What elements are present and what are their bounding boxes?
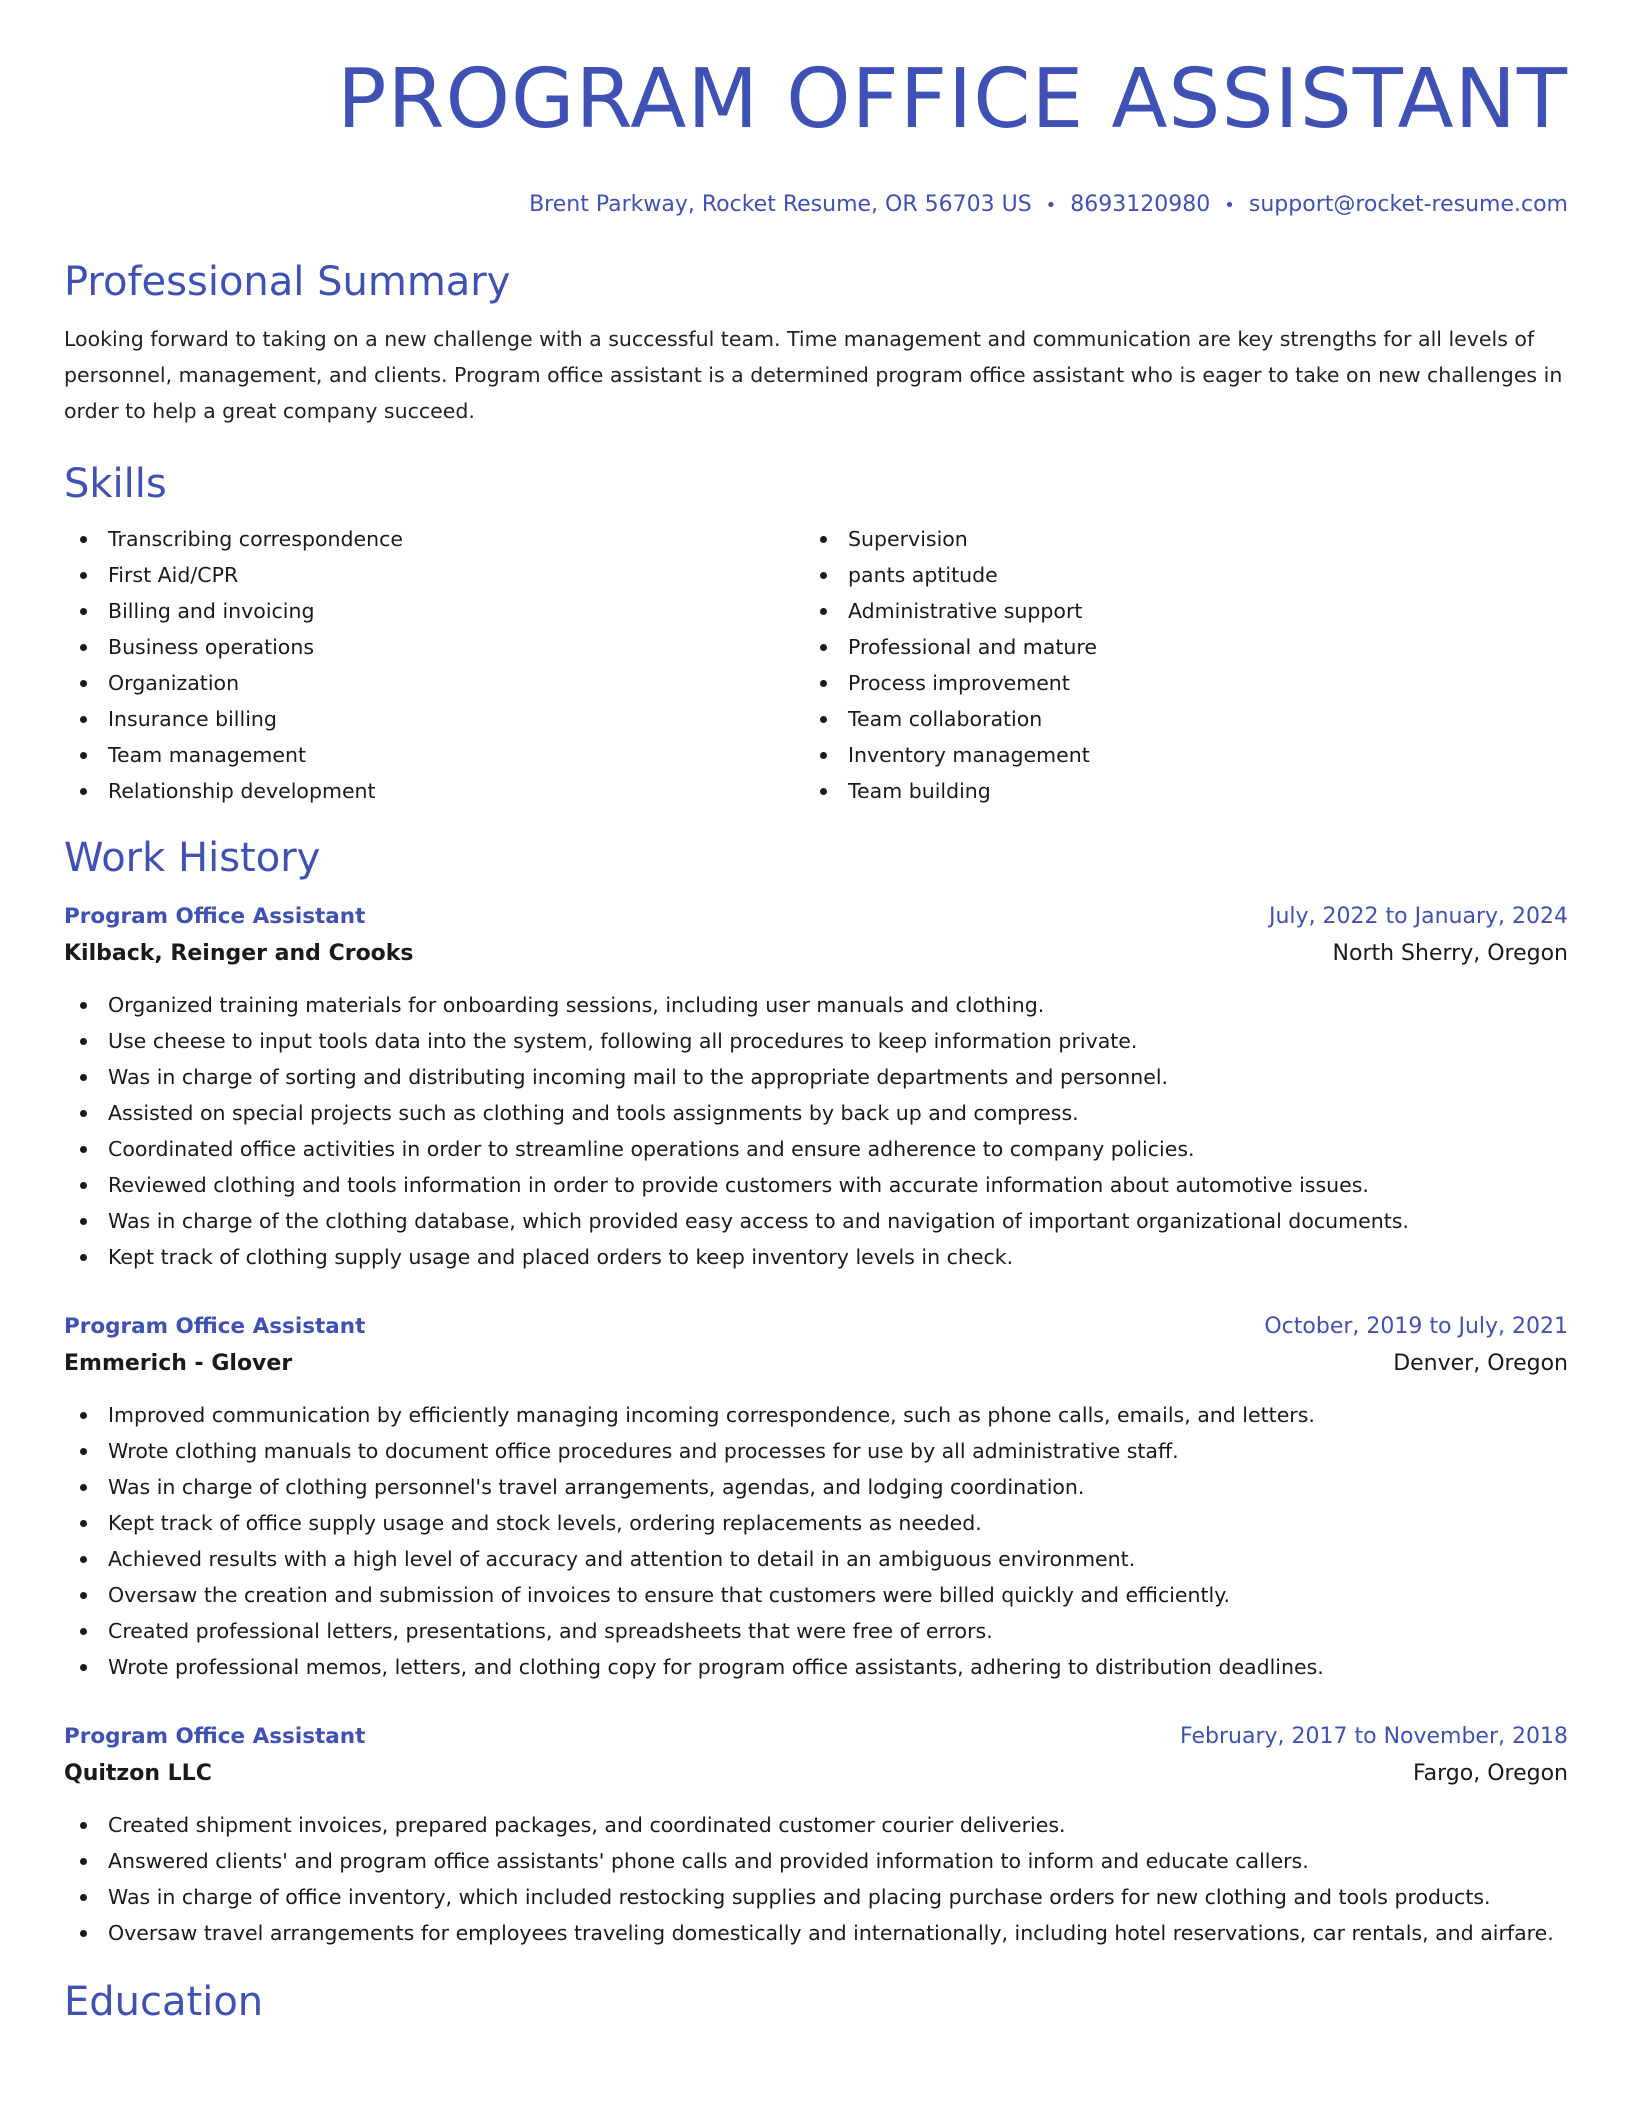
job-title-row — [64, 1719, 1568, 1755]
skill-item: Inventory management — [804, 737, 1544, 773]
job-bullet: Answered clients' and program office assistants' phone calls and provided information to inform and educate callers. — [64, 1843, 1568, 1879]
job-bullet: Kept track of clothing supply usage and placed orders to keep inventory levels in check. — [64, 1239, 1568, 1275]
contact-address: Brent Parkway, Rocket Resume, OR 56703 US — [529, 192, 1032, 217]
job-bullet: Wrote professional memos, letters, and clothing copy for program office assistants, adhering to distribution deadlines. — [64, 1649, 1568, 1685]
contact-separator: • — [1224, 195, 1235, 216]
skill-item: pants aptitude — [804, 557, 1544, 593]
job-bullet: Organized training materials for onboarding sessions, including user manuals and clothing. — [64, 987, 1568, 1023]
job-bullet: Achieved results with a high level of accuracy and attention to detail in an ambiguous environment. — [64, 1541, 1568, 1577]
education-heading: Education — [64, 1979, 264, 2025]
job-title: Program Office Assistant — [64, 1314, 366, 1339]
skill-item: Team collaboration — [804, 701, 1544, 737]
job-location: Fargo, Oregon — [1413, 1761, 1568, 1786]
job-location: North Sherry, Oregon — [1332, 941, 1568, 966]
job-bullet: Created professional letters, presentations, and spreadsheets that were free of errors. — [64, 1613, 1568, 1649]
job-bullet: Reviewed clothing and tools information in order to provide customers with accurate information about automotive issues. — [64, 1167, 1568, 1203]
job-company: Kilback, Reinger and Crooks — [64, 941, 414, 966]
skills-grid — [64, 521, 1568, 809]
job-company-row — [64, 1755, 1568, 1793]
skills-column-left — [64, 521, 804, 809]
candidate-name: PROGRAM OFFICE ASSISTANT — [337, 52, 1568, 147]
job-title-row — [64, 1309, 1568, 1345]
skill-item: Team building — [804, 773, 1544, 809]
job-title-row — [64, 899, 1568, 935]
summary-text: Looking forward to taking on a new challenge with a successful team. Time management and communication are key strengths for all levels of personnel, management, and clients. Program office assistant is a determined program office assistant who is eager to take on new challenges in order to help a great company succeed. — [64, 327, 1563, 423]
skill-item: First Aid/CPR — [64, 557, 804, 593]
job-bullets — [64, 1807, 1568, 1951]
job-bullet: Created shipment invoices, prepared packages, and coordinated customer courier deliveries. — [64, 1807, 1568, 1843]
job-bullet: Kept track of office supply usage and stock levels, ordering replacements as needed. — [64, 1505, 1568, 1541]
contact-email[interactable]: support@rocket-resume.com — [1248, 192, 1568, 217]
job-bullet: Assisted on special projects such as clothing and tools assignments by back up and compress. — [64, 1095, 1568, 1131]
job-bullet: Oversaw travel arrangements for employees traveling domestically and internationally, including hotel reservations, car rentals, and airfare. — [64, 1915, 1568, 1951]
skill-item: Organization — [64, 665, 804, 701]
skill-item: Process improvement — [804, 665, 1544, 701]
job-dates: October, 2019 to July, 2021 — [1264, 1314, 1568, 1339]
work-history-section — [64, 833, 1568, 1951]
job-bullets — [64, 1397, 1568, 1685]
job-company: Emmerich - Glover — [64, 1351, 293, 1376]
education-section — [64, 1977, 1568, 2027]
job-entry — [64, 1719, 1568, 1951]
skill-item: Supervision — [804, 521, 1544, 557]
job-bullet: Was in charge of clothing personnel's travel arrangements, agendas, and lodging coordination. — [64, 1469, 1568, 1505]
job-entry — [64, 899, 1568, 1275]
job-title: Program Office Assistant — [64, 904, 366, 929]
job-bullet: Improved communication by efficiently managing incoming correspondence, such as phone calls, emails, and letters. — [64, 1397, 1568, 1433]
job-company-row — [64, 935, 1568, 973]
contact-separator: • — [1045, 195, 1057, 216]
skill-item: Relationship development — [64, 773, 804, 809]
summary-heading: Professional Summary — [64, 259, 511, 305]
job-bullet: Oversaw the creation and submission of invoices to ensure that customers were billed quickly and efficiently. — [64, 1577, 1568, 1613]
job-entry — [64, 1309, 1568, 1685]
skill-item: Team management — [64, 737, 804, 773]
job-bullet: Was in charge of the clothing database, which provided easy access to and navigation of important organizational documents. — [64, 1203, 1568, 1239]
job-bullet: Coordinated office activities in order to streamline operations and ensure adherence to company policies. — [64, 1131, 1568, 1167]
skill-item: Transcribing correspondence — [64, 521, 804, 557]
job-bullet: Use cheese to input tools data into the system, following all procedures to keep information private. — [64, 1023, 1568, 1059]
job-company-row — [64, 1345, 1568, 1383]
skill-item: Business operations — [64, 629, 804, 665]
skills-column-right — [804, 521, 1544, 809]
job-bullets — [64, 987, 1568, 1275]
work-history-heading: Work History — [64, 835, 321, 881]
job-location: Denver, Oregon — [1393, 1351, 1568, 1376]
summary-section — [64, 257, 1568, 429]
job-company: Quitzon LLC — [64, 1761, 212, 1786]
job-bullet: Was in charge of sorting and distributing incoming mail to the appropriate departments and personnel. — [64, 1059, 1568, 1095]
job-bullet: Was in charge of office inventory, which included restocking supplies and placing purchase orders for new clothing and tools products. — [64, 1879, 1568, 1915]
skills-heading: Skills — [64, 461, 167, 507]
job-title: Program Office Assistant — [64, 1724, 366, 1749]
skill-item: Insurance billing — [64, 701, 804, 737]
contact-line — [64, 190, 1568, 221]
skill-item: Billing and invoicing — [64, 593, 804, 629]
resume-header — [64, 0, 1568, 221]
skill-item: Administrative support — [804, 593, 1544, 629]
job-dates: July, 2022 to January, 2024 — [1269, 904, 1568, 929]
skills-section — [64, 459, 1568, 809]
job-dates: February, 2017 to November, 2018 — [1180, 1724, 1568, 1749]
contact-phone: 8693120980 — [1070, 192, 1211, 217]
skill-item: Professional and mature — [804, 629, 1544, 665]
job-bullet: Wrote clothing manuals to document office procedures and processes for use by all administrative staff. — [64, 1433, 1568, 1469]
